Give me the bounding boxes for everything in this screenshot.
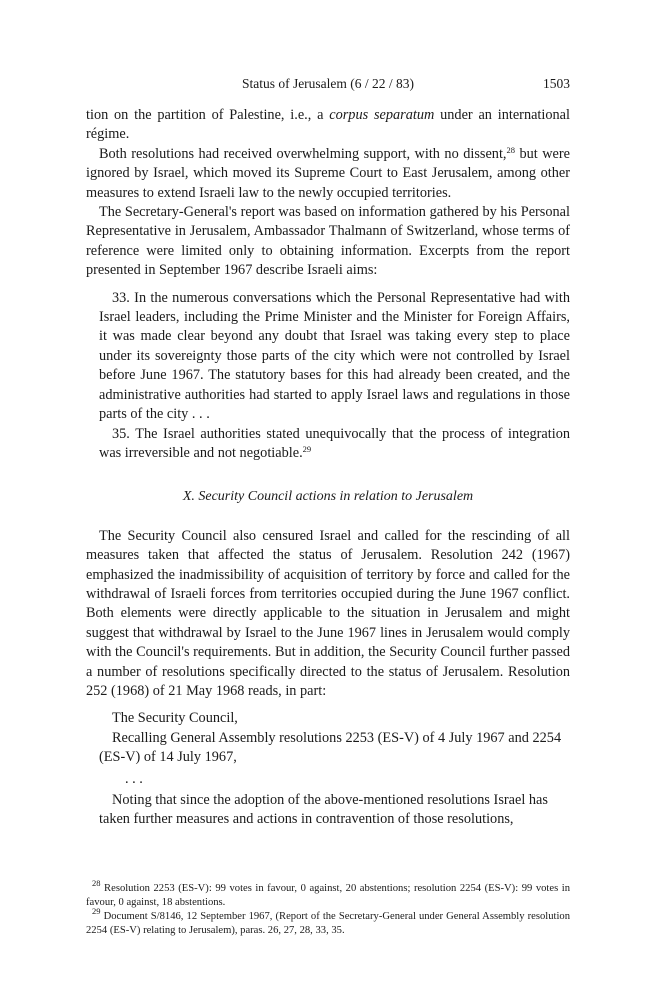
paragraph-continuation [86, 106, 570, 145]
footnote-text: Document S/8146, 12 September 1967, (Report of the Secretary-General under General Assembly resolution 2254 (ES-V) relating to Jerusalem), paras. 26, 27, 28, 33, 35. [86, 911, 570, 936]
emphasis-text: corpus separatum [329, 107, 435, 123]
footnote-number: 28 [92, 878, 101, 888]
paragraph-text: but were ignored by Israel, which moved its Supreme Court to East Jerusalem, among other measures to extend Israeli law to the newly occupied territories. [86, 145, 571, 201]
resolution-quote [99, 709, 570, 829]
resolution-line: Recalling General Assembly resolutions 2253 (ES-V) of 4 July 1967 and 2254 (ES-V) of 14 July 1967, [99, 729, 562, 766]
quote-text: 35. The Israel authorities stated unequivocally that the process of integration was irreversible and not negotiable. [99, 425, 570, 461]
resolution-line: The Security Council, [112, 710, 238, 727]
running-title: Status of Jerusalem (6 / 22 / 83) [241, 76, 415, 91]
footnotes [86, 878, 570, 938]
paragraph: The Security Council also censured Israel and called for the rescinding of all measures taken that affected the status of Jerusalem. Resolution 242 (1967) emphasized the inadmissibility of acquisition of territory by force and called for the withdrawal of Israeli forces from territories occupied during the June 1967 conflict. Both elements were directly applicable to the situation in Jerusalem and might suggest that withdrawal by Israel to the June 1967 lines in Jerusalem would comply with the Council's requirements. But in addition, the Security Council further passed a number of resolutions specifically directed to the status of Jerusalem. Resolution 252 (1968) of 21 May 1968 reads, in part: [86, 527, 570, 699]
section-heading: X. Security Council actions in relation to Jerusalem [182, 489, 474, 505]
quote-paragraph-33: 33. In the numerous conversations which the Personal Representative had with Israel leaders, including the Prime Minister and the Minister for Foreign Affairs, it was made clear beyond any doubt that Israel was taking every step to place under its sovereignty those parts of the city which were not controlled by Israel before June 1967. The statutory bases for this had already been created, and the administrative authorities had started to apply Israel laws and regulations in those parts of the city . . . [99, 289, 570, 423]
footnote-ref-29: 29 [302, 443, 312, 454]
resolution-line: Noting that since the adoption of the above-mentioned resolutions Israel has taken further measures and actions in contravention of those resolutions, [99, 792, 548, 828]
resolution-ellipsis: . . . [125, 770, 143, 787]
paragraph-text: under an international régime. [86, 107, 570, 143]
footnote-28 [86, 878, 570, 910]
footnote-number: 29 [92, 906, 101, 916]
footnote-ref-28: 28 [506, 144, 515, 155]
block-quote [99, 289, 570, 464]
paragraph-text: tion on the partition of Palestine, i.e., a [86, 107, 330, 123]
paragraph: The Secretary-General's report was based on information gathered by his Personal Representative in Jerusalem, Ambassador Thalmann of Switzerland, whose terms of reference were limited only to obtaining information. Excerpts from the report presented in September 1967 describe Israeli aims: [86, 204, 570, 279]
quote-paragraph-35 [99, 425, 570, 464]
footnote-text: Resolution 2253 (ES-V): 99 votes in favour, 0 against, 20 abstentions; resolution 2254 (ES-V): 99 votes in favour, 0 against, 18 abstentions. [86, 883, 570, 908]
body-text [86, 106, 570, 830]
paragraph-text: Both resolutions had received overwhelming support, with no dissent, [99, 145, 507, 162]
footnote-29 [86, 906, 570, 938]
page-number: 1503 [543, 76, 570, 91]
running-header [86, 76, 570, 96]
paragraph [86, 145, 570, 203]
